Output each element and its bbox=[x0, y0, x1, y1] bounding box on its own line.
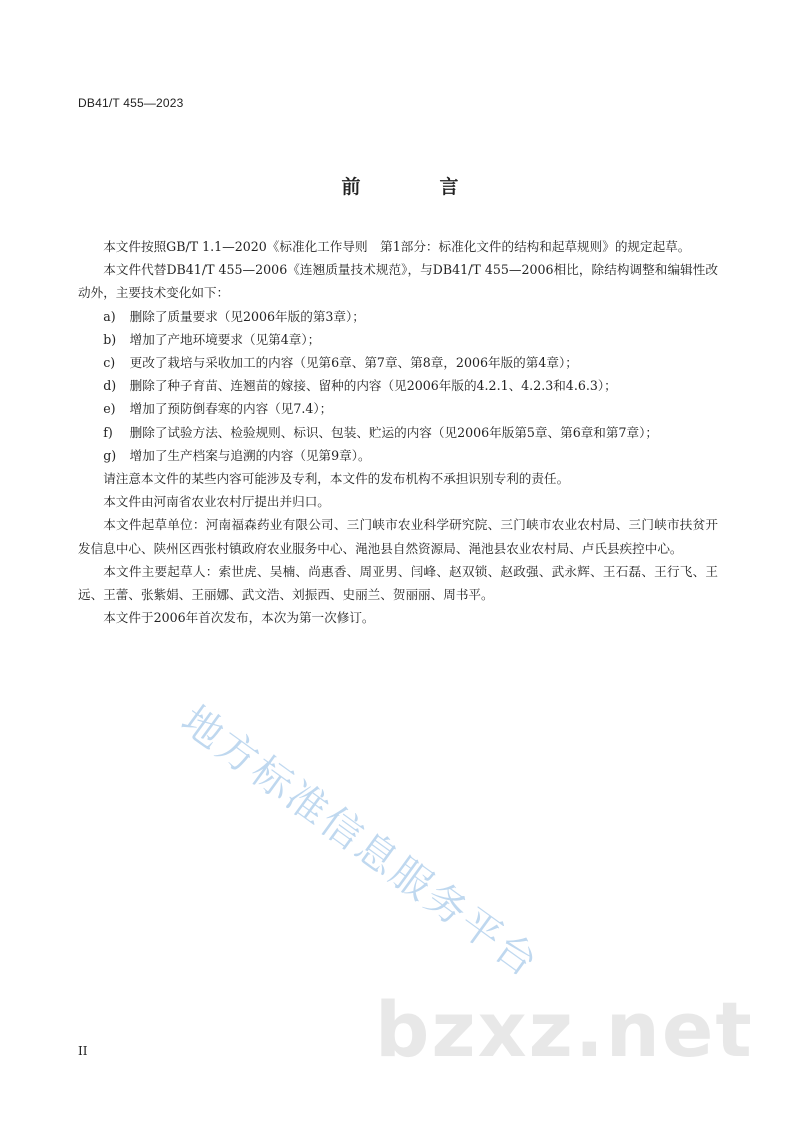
list-text: 删除了试验方法、检验规则、标识、包装、贮运的内容（见2006年版第5章、第6章和第7章）； bbox=[129, 424, 658, 440]
list-item bbox=[78, 328, 718, 351]
list-marker: c) bbox=[103, 355, 116, 371]
list-text: 增加了预防倒春寒的内容（见7.4）； bbox=[129, 401, 333, 417]
list-item bbox=[78, 397, 718, 420]
list-text: 增加了生产档案与追溯的内容（见第9章）。 bbox=[129, 447, 371, 463]
page-number: II bbox=[78, 1044, 88, 1058]
list-text: 删除了质量要求（见2006年版的第3章）； bbox=[129, 308, 365, 324]
list-text: 删除了种子育苗、连翘苗的嫁接、留种的内容（见2006年版的4.2.1、4.2.3和4.6.3）； bbox=[129, 378, 617, 394]
paragraph-history: 本文件于2006年首次发布，本次为第一次修订。 bbox=[103, 610, 375, 626]
list-text: 增加了产地环境要求（见第4章）； bbox=[129, 331, 321, 347]
list-item bbox=[78, 374, 718, 397]
watermark-text: 地方标准信息服务平台 bbox=[172, 697, 548, 988]
document-code: DB41/T 455—2023 bbox=[78, 96, 184, 110]
watermark-site: bzxz.net bbox=[375, 985, 754, 1074]
list-item bbox=[78, 444, 718, 467]
paragraph-patent-notice: 请注意本文件的某些内容可能涉及专利，本文件的发布机构不承担识别专利的责任。 bbox=[103, 471, 570, 487]
list-marker: d) bbox=[103, 378, 117, 394]
list-marker: f) bbox=[103, 424, 113, 440]
list-item bbox=[78, 305, 718, 328]
paragraph-drafting-rules: 本文件按照GB/T 1.1—2020《标准化工作导则 第1部分：标准化文件的结构和起草规则》的规定起草。 bbox=[103, 239, 691, 254]
paragraph-proposer: 本文件由河南省农业农村厅提出并归口。 bbox=[103, 494, 330, 510]
list-item bbox=[78, 421, 718, 444]
list-marker: b) bbox=[103, 331, 117, 347]
list-text: 更改了栽培与采收加工的内容（见第6章、第7章、第8章，2006年版的第4章）； bbox=[129, 355, 578, 371]
paragraph-drafting-units: 本文件起草单位：河南福森药业有限公司、三门峡市农业科学研究院、三门峡市农业农村局、三门峡市扶贫开发信息中心、陕州区西张村镇政府农业服务中心、渑池县自然资源局、渑池县农业农村局、卢氏县疾控中心。 bbox=[78, 517, 718, 556]
list-marker: a) bbox=[103, 308, 116, 324]
paragraph-replacement: 本文件代替DB41/T 455—2006《连翘质量技术规范》，与DB41/T 455—2006相比，除结构调整和编辑性改动外，主要技术变化如下： bbox=[78, 262, 718, 301]
paragraph-drafters: 本文件主要起草人：索世虎、吴楠、尚惠香、周亚男、闫峰、赵双锁、赵政强、武永辉、王石磊、王行飞、王远、王蕾、张紫娟、王丽娜、武文浩、刘振西、史丽兰、贺丽丽、周书平。 bbox=[78, 563, 718, 603]
list-marker: g) bbox=[103, 447, 117, 463]
list-item bbox=[78, 351, 718, 374]
page-title: 前 言 bbox=[341, 176, 489, 198]
list-marker: e) bbox=[103, 401, 116, 417]
preface-body bbox=[78, 235, 718, 629]
